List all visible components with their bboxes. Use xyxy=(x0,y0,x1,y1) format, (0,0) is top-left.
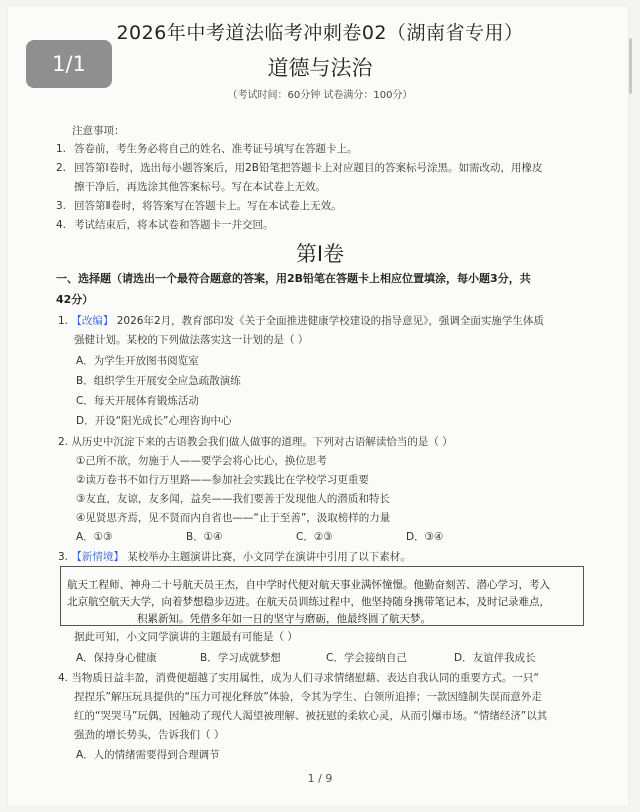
question-4-stem-cont: 捏捏乐”解压玩具提供的“压力可视化释放”体验，令其为学生、白领所追捧；一款因缝制失误而意外走 xyxy=(74,691,542,703)
question-4-stem-cont: 红的“哭哭马”玩偶，因触动了现代人渴望被理解、被抚慰的柔软心灵，从而引爆市场。“情绪经济”以其 xyxy=(74,710,548,722)
question-text: 从历史中沉淀下来的古语教会我们做人做事的道理。下列对古语解读恰当的是（ ） xyxy=(71,436,453,448)
question-text: 2026年2月，教育部印发《关于全面推进健康学校建设的指导意见》，强调全面实施学生体质 xyxy=(116,315,544,327)
question-1-option-a: A．为学生开放图书阅览室 xyxy=(76,355,199,367)
note-number: 4. xyxy=(56,219,67,231)
question-number: 4. xyxy=(58,672,69,684)
question-3-option-c: C．学会接纳自己 xyxy=(326,652,407,664)
question-3-options xyxy=(76,650,596,665)
question-number: 3. xyxy=(58,551,69,563)
question-2-option-b: B．①④ xyxy=(186,531,223,543)
note-text: 考试结束后，将本试卷和答题卡一并交回。 xyxy=(74,219,274,231)
question-3-option-b: B．学习成就梦想 xyxy=(200,652,281,664)
note-number: 2. xyxy=(56,162,67,174)
question-1-option-c: C．每天开展体育锻炼活动 xyxy=(76,395,199,407)
question-2-statement-1: ①己所不欲，勿施于人——要学会将心比心，换位思考 xyxy=(76,455,327,467)
note-item xyxy=(56,159,596,178)
material-line: 航天工程师、神舟二十号航天员王杰，自中学时代便对航天事业满怀憧憬。他勤奋刻苦、潜心学习，考入 xyxy=(67,579,550,591)
question-3-option-d: D．友谊伴我成长 xyxy=(454,652,536,664)
question-1-option-d: D．开设“阳光成长”心理咨询中心 xyxy=(76,415,232,427)
note-text: 回答第Ⅱ卷时，将答案写在答题卡上。写在本试卷上无效。 xyxy=(74,200,342,212)
notes-heading: 注意事项： xyxy=(72,125,125,137)
page-number: 1 / 9 xyxy=(307,772,333,785)
volume-title: 第Ⅰ卷 xyxy=(295,242,345,266)
note-number: 3. xyxy=(56,200,67,212)
question-2-statement-2: ②读万卷书不如行万里路——参加社会实践比在学校学习更重要 xyxy=(76,474,369,486)
material-box xyxy=(60,566,584,626)
note-item xyxy=(56,216,596,235)
question-2-statement-3: ③友直，友谅，友多闻，益矣——我们要善于发现他人的潜质和特长 xyxy=(76,493,390,505)
question-2-stem xyxy=(58,433,598,452)
question-2-option-d: D．③④ xyxy=(406,531,444,543)
question-tag: 【新情境】 xyxy=(71,551,124,563)
question-tag: 【改编】 xyxy=(71,315,114,327)
note-item xyxy=(56,178,596,197)
question-3-prompt: 据此可知，小文同学演讲的主题最有可能是（ ） xyxy=(74,631,298,643)
exam-title: 2026年中考道法临考冲刺卷02（湖南省专用） xyxy=(116,22,524,44)
question-1-stem xyxy=(58,312,598,331)
note-text: 答卷前，考生务必将自己的姓名、准考证号填写在答题卡上。 xyxy=(74,143,358,155)
question-text: 某校举办主题演讲比赛，小文同学在演讲中引用了以下素材。 xyxy=(127,551,411,563)
note-number: 1. xyxy=(56,143,67,155)
question-4-stem-cont: 强劲的增长势头，告诉我们（ ） xyxy=(74,729,225,741)
section-heading-line: 42分） xyxy=(56,293,94,306)
question-2-option-a: A．①③ xyxy=(76,531,113,543)
question-3-option-a: A．保持身心健康 xyxy=(76,652,157,664)
question-number: 2. xyxy=(58,436,69,448)
question-2-options xyxy=(76,529,596,544)
exam-subject: 道德与法治 xyxy=(267,56,373,80)
section-heading-line: 一、选择题（请选出一个最符合题意的答案，用2B铅笔在答题卡上相应位置填涂，每小题3分，共 xyxy=(56,272,531,285)
question-3-stem xyxy=(58,548,598,567)
note-item xyxy=(56,140,596,159)
question-1-option-b: B．组织学生开展安全应急疏散演练 xyxy=(76,375,241,387)
question-4-stem xyxy=(58,669,598,688)
question-1-stem-cont: 强健计划。某校的下列做法落实这一计划的是（ ） xyxy=(74,334,309,346)
page-indicator-badge: 1/1 xyxy=(26,40,112,88)
section-heading xyxy=(56,268,596,310)
question-text: 当物质日益丰盈，消费便超越了实用属性，成为人们寻求情绪慰藉、表达自我认同的重要方式。一只“ xyxy=(71,672,539,684)
note-item xyxy=(56,197,596,216)
note-text: 擦干净后，再选涂其他答案标号。写在本试卷上无效。 xyxy=(74,181,326,193)
question-4-option-a: A．人的情绪需要得到合理调节 xyxy=(76,749,220,761)
question-number: 1. xyxy=(58,315,69,327)
question-2-statement-4: ④见贤思齐焉，见不贤而内自省也——“止于至善”，汲取榜样的力量 xyxy=(76,512,391,524)
note-text: 回答第Ⅰ卷时，选出每小题答案后，用2B铅笔把答题卡上对应题目的答案标号涂黑。如需改动，用橡皮 xyxy=(74,162,543,174)
question-2-option-c: C．②③ xyxy=(296,531,333,543)
material-line: 积累新知。凭借多年如一日的坚守与磨砺，他最终圆了航天梦。 xyxy=(137,613,431,625)
exam-meta: （考试时间：60分钟 试卷满分：100分） xyxy=(227,90,413,101)
material-line: 北京航空航天大学，向着梦想稳步迈进。在航天员训练过程中，他坚持随身携带笔记本，及时记录难点， xyxy=(67,596,550,608)
